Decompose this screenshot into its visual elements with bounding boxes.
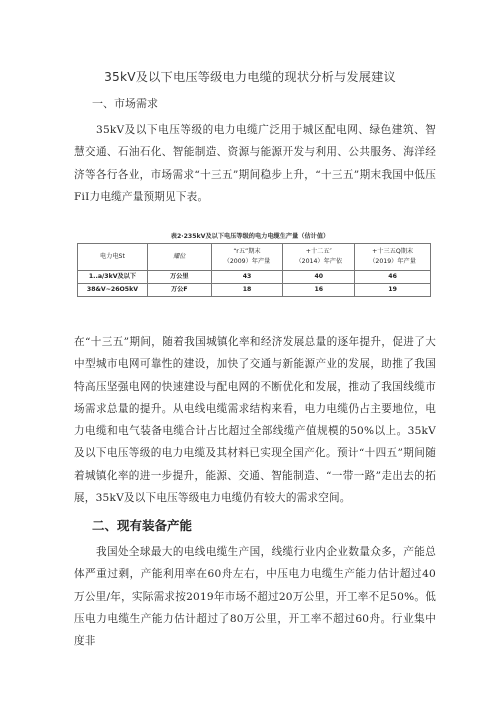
header-cable-type: 电力电St [78, 244, 148, 271]
row-value-2014: 16 [283, 284, 355, 297]
table-row [78, 284, 431, 297]
row-cable-type: 38&V~26O5kV [78, 284, 148, 297]
cable-production-table [77, 243, 431, 297]
row-value-2009: 18 [211, 284, 283, 297]
header-2009 [211, 244, 283, 271]
table-header-row [78, 244, 431, 271]
row-value-2014: 40 [283, 271, 355, 284]
row-value-2019: 46 [355, 271, 431, 284]
row-value-2019: 19 [355, 284, 431, 297]
row-value-2009: 43 [211, 271, 283, 284]
paragraph-demand-outlook: 在“十三五”期间，随着我国城镇化率和经济发展总量的逐年提升，促进了大中型城市电网可靠性的建设，加快了交通与新能源产业的发展，助推了我国特高压坚强电网的快速建设与配电网的不断优化和发展，推动了我国线缆市场需求总量的提升。从电线电缆需求结构来看，电力电缆仍占主要地位，电力电缆和电气装备电缆合计占比超过全部线缆产值规模的50%以上。35kV及以下电压等级的电力电缆及其材料已实现全国产化。预计“十四五”期间随着城镇化率的进一步提升，能源、交通、智能制造、“一带一路”走出去的拓展，35kV及以下电压等级电力电缆仍有较大的需求空间。 [74, 336, 436, 505]
header-2014 [283, 244, 355, 271]
section-heading-market-demand: 一、市场需求 [92, 97, 158, 110]
header-2019-line2: （2019）年产量 [369, 258, 416, 265]
header-2014-line2: （2014）年产依 [295, 258, 343, 265]
header-2009-line1: “r五”期末 [233, 248, 261, 255]
header-2019-line1: +十三五Q期末 [372, 248, 414, 255]
row-unit: 万公里 [147, 271, 211, 284]
header-unit: 耀位 [147, 244, 211, 271]
document-title: 35kV及以下电压等级电力电缆的现状分析与发展建议 [104, 70, 396, 84]
header-2014-line1: +十二五″ [305, 248, 332, 255]
paragraph-market-demand: 35kV及以下电压等级的电力电缆广泛用于城区配电网、绿色建筑、智慧交通、石油石化、智能制造、资源与能源开发与利用、公共服务、海洋经济等各行各业，市场需求“十三五”期间稳步上升，“十三五”期末我国中低压FiI力电缆产量预期见下表。 [74, 124, 436, 203]
header-2009-line2: （2009）年产量 [223, 258, 271, 265]
table-caption: 表2·235kV及以下电压等级的电力电缆生产量（估计值） [170, 233, 330, 240]
section-heading-capacity: 二、现有装备产能 [92, 518, 193, 533]
paragraph-capacity: 我国处全球最大的电线电缆生产国，线缆行业内企业数量众多，产能总体严重过剩，产能利用率在60舟左右，中压电力电缆生产能力估计超过40万公里/年，实际需求按2019年市场不超过20万公里，开工率不足50%。低压电力电缆生产能力估计超过了80万公里，开工率不超过60舟。行业集中度非 [74, 546, 436, 648]
row-cable-type: 1..a/3kV及以下 [78, 271, 148, 284]
row-unit: 万公F [147, 284, 211, 297]
table-row [78, 271, 431, 284]
header-2019 [355, 244, 431, 271]
